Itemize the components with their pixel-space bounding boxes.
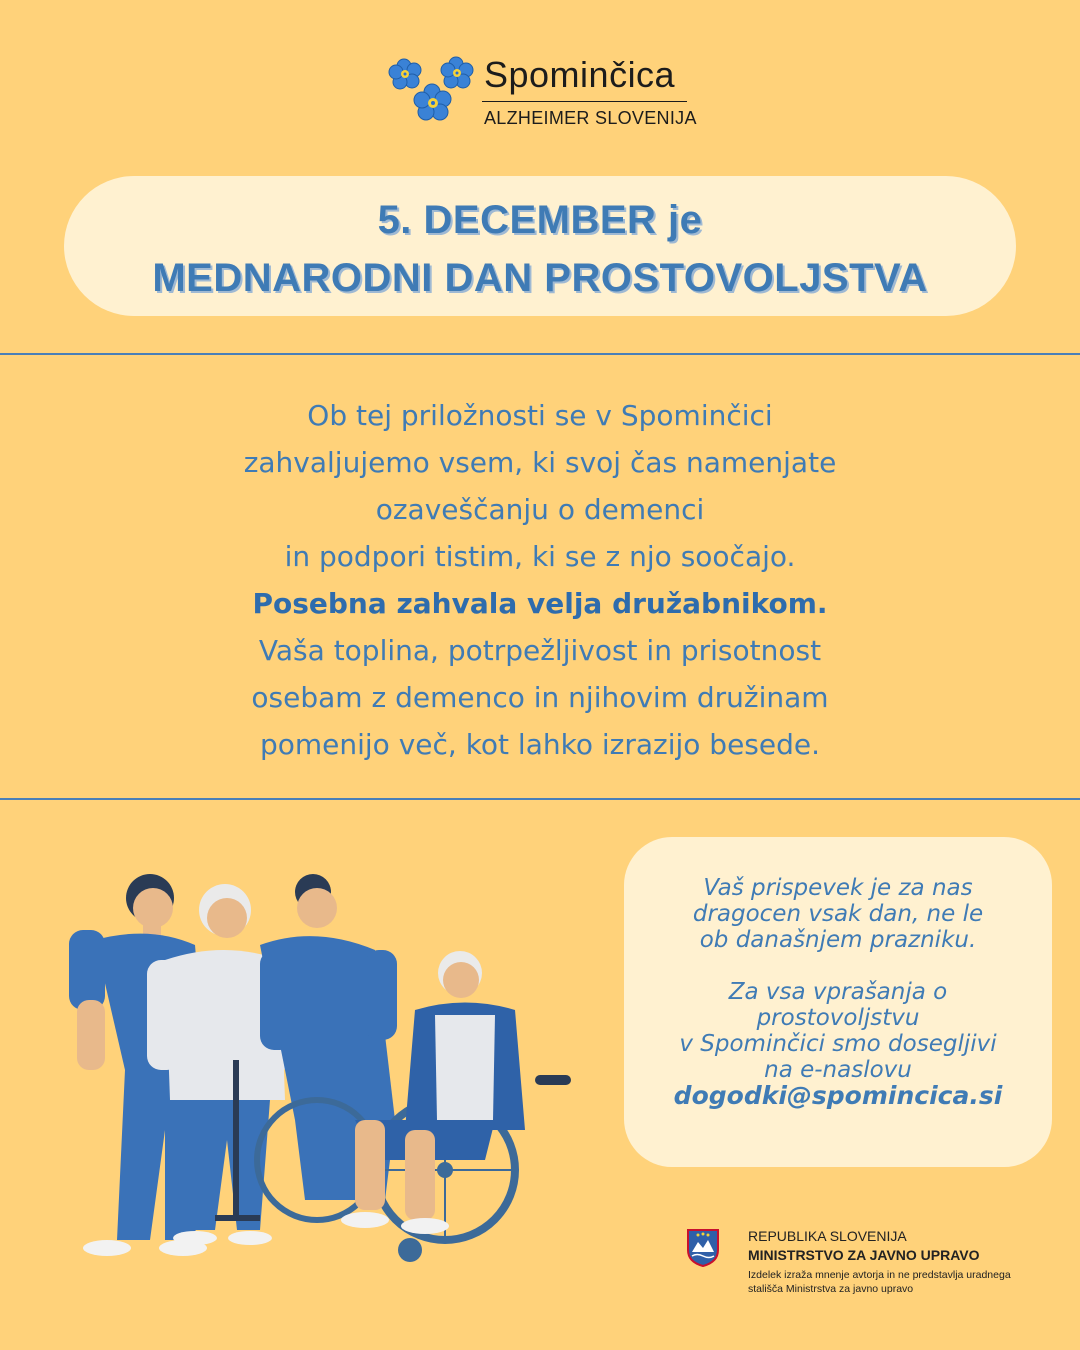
- info-line: prostovoljstvu: [756, 1005, 920, 1031]
- logo-divider: [482, 101, 687, 102]
- info-line: ob današnjem prazniku.: [699, 927, 977, 953]
- message-line: Vaša toplina, potrpežljivost in prisotnost: [258, 634, 822, 667]
- logo-name: Spominčica: [484, 54, 676, 95]
- government-footer: [686, 1226, 1046, 1306]
- info-line: v Spominčici smo dosegljivi: [679, 1031, 997, 1057]
- government-disclaimer: Izdelek izraža mnenje avtorja in ne predstavlja uradnega stališča Ministrstva za javno upravo: [748, 1269, 1011, 1295]
- message-line: osebam z demenco in njihovim družinam: [251, 681, 829, 714]
- message-line: ozaveščanju o demenci: [375, 493, 705, 526]
- government-country: REPUBLIKA SLOVENIJA: [748, 1228, 907, 1244]
- title-banner: [64, 176, 1016, 316]
- info-line: Vaš prispevek je za nas: [703, 875, 973, 901]
- divider-top: [0, 353, 1080, 355]
- slovenia-coat-of-arms-icon: [686, 1228, 720, 1268]
- government-ministry: MINISTRSTVO ZA JAVNO UPRAVO: [748, 1247, 980, 1263]
- info-line: Za vsa vprašanja o: [728, 979, 948, 1005]
- message-line: pomenijo več, kot lahko izrazijo besede.: [259, 728, 821, 761]
- message-highlight: Posebna zahvala velja družabnikom.: [252, 587, 828, 620]
- contact-info-text: [644, 875, 1032, 1109]
- message-line: in podpori tistim, ki se z njo soočajo.: [284, 540, 796, 573]
- contact-email-link[interactable]: dogodki@spomincica.si: [673, 1081, 1003, 1110]
- logo: [388, 52, 698, 136]
- logo-subtitle: ALZHEIMER SLOVENIJA: [484, 108, 697, 128]
- contact-info-box: [624, 837, 1052, 1167]
- info-line: dragocen vsak dan, ne le: [692, 901, 984, 927]
- info-line: na e-naslovu: [764, 1057, 912, 1083]
- thank-you-message: [120, 392, 960, 768]
- volunteers-illustration: [55, 870, 595, 1310]
- title-event: MEDNARODNI DAN PROSTOVOLJSTVA: [152, 256, 928, 300]
- title-date: 5. DECEMBER je: [377, 198, 703, 242]
- message-line: zahvaljujemo vsem, ki svoj čas namenjate: [243, 446, 837, 479]
- divider-bottom: [0, 798, 1080, 800]
- forget-me-not-flowers-icon: [388, 54, 483, 134]
- message-line: Ob tej priložnosti se v Spominčici: [307, 399, 773, 432]
